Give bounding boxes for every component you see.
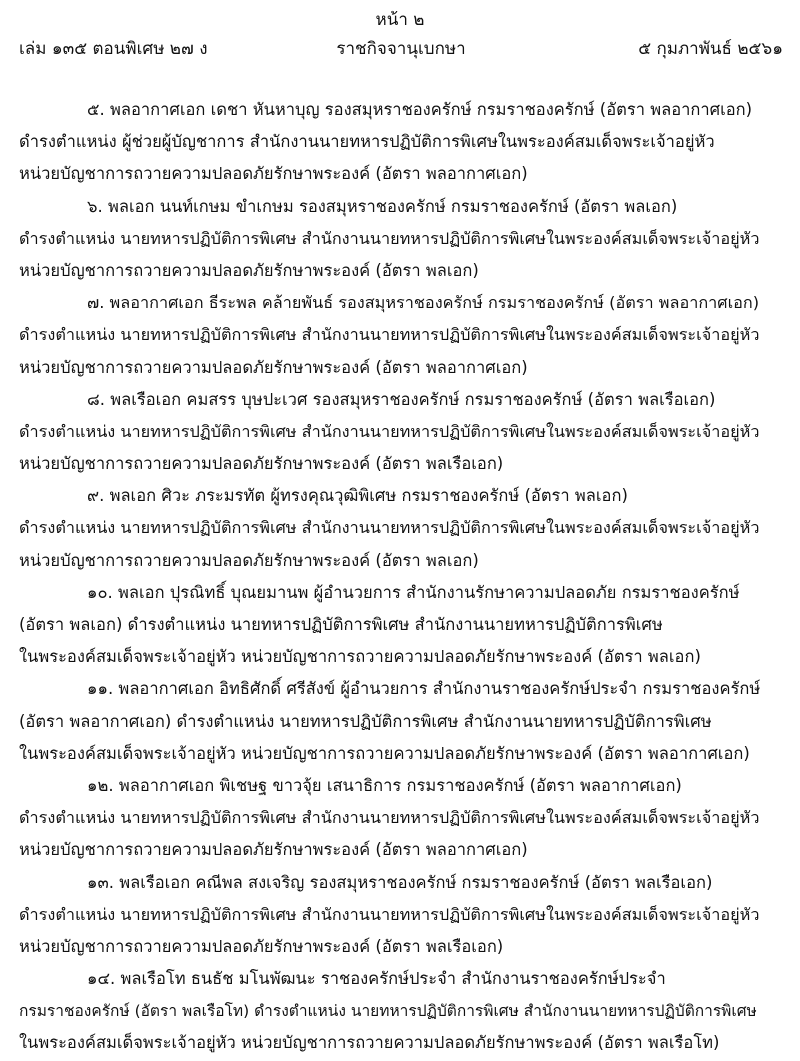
text-line: ในพระองค์สมเด็จพระเจ้าอยู่หัว หน่วยบัญชาการถวายความปลอดภัยรักษาพระองค์ (อัตรา พลอากาศเอก) [19, 743, 750, 763]
text-line: ในพระองค์สมเด็จพระเจ้าอยู่หัว หน่วยบัญชาการถวายความปลอดภัยรักษาพระองค์ (อัตรา พลเรือโท) [19, 1033, 720, 1053]
publication-date: ๕ กุมภาพันธ์ ๒๕๖๑ [638, 39, 783, 59]
appointment-paragraph [19, 963, 764, 1060]
running-header [19, 36, 783, 62]
text-line: ดำรงตำแหน่ง นายทหารปฏิบัติการพิเศษ สำนักงานนายทหารปฏิบัติการพิเศษในพระองค์สมเด็จพระเจ้าอยู่หัว [19, 808, 760, 828]
gazette-title: ราชกิจจานุเบกษา [336, 39, 466, 59]
text-line: ๑๓. พลเรือเอก คณีพล สงเจริญ รองสมุหราชองครักษ์ กรมราชองครักษ์ (อัตรา พลเรือเอก) [87, 872, 713, 892]
text-line: (อัตรา พลเอก) ดำรงตำแหน่ง นายทหารปฏิบัติการพิเศษ สำนักงานนายทหารปฏิบัติการพิเศษ [19, 615, 663, 634]
text-line: ดำรงตำแหน่ง นายทหารปฏิบัติการพิเศษ สำนักงานนายทหารปฏิบัติการพิเศษในพระองค์สมเด็จพระเจ้าอยู่หัว [19, 228, 760, 248]
text-line: หน่วยบัญชาการถวายความปลอดภัยรักษาพระองค์ (อัตรา พลอากาศเอก) [19, 357, 528, 377]
appointment-paragraph [19, 577, 764, 674]
appointment-paragraph [19, 867, 764, 964]
appointment-paragraph [19, 673, 764, 770]
text-line: หน่วยบัญชาการถวายความปลอดภัยรักษาพระองค์ (อัตรา พลเรือเอก) [19, 936, 504, 956]
text-line: ๑๔. พลเรือโท ธนธัช มโนพัฒนะ ราชองครักษ์ประจำ สำนักงานราชองครักษ์ประจำ [87, 969, 666, 989]
text-line: ดำรงตำแหน่ง นายทหารปฏิบัติการพิเศษ สำนักงานนายทหารปฏิบัติการพิเศษในพระองค์สมเด็จพระเจ้าอยู่หัว [19, 518, 760, 538]
appointment-paragraph [19, 384, 764, 481]
page-number: หน้า ๒ [375, 10, 425, 30]
appointment-paragraph [19, 480, 764, 577]
text-line: ๕. พลอากาศเอก เดชา หันหาบุญ รองสมุหราชองครักษ์ กรมราชองครักษ์ (อัตรา พลอากาศเอก) [87, 100, 753, 119]
text-line: ๖. พลเอก นนท์เกษม ขำเกษม รองสมุหราชองครักษ์ กรมราชองครักษ์ (อัตรา พลเอก) [87, 196, 678, 216]
text-line: หน่วยบัญชาการถวายความปลอดภัยรักษาพระองค์ (อัตรา พลเอก) [19, 550, 479, 570]
text-line: ๘. พลเรือเอก คมสรร บุษปะเวศ รองสมุหราชองครักษ์ กรมราชองครักษ์ (อัตรา พลเรือเอก) [87, 389, 716, 409]
text-line: กรมราชองครักษ์ (อัตรา พลเรือโท) ดำรงตำแหน่ง นายทหารปฏิบัติการพิเศษ สำนักงานนายทหารปฏิบัติการพิเศษ [19, 1002, 757, 1021]
text-line: หน่วยบัญชาการถวายความปลอดภัยรักษาพระองค์ (อัตรา พลอากาศเอก) [19, 164, 528, 184]
text-line: ๑๒. พลอากาศเอก พิเชษฐ ขาวจุ้ย เสนาธิการ กรมราชองครักษ์ (อัตรา พลอากาศเอก) [87, 775, 682, 795]
text-line: ในพระองค์สมเด็จพระเจ้าอยู่หัว หน่วยบัญชาการถวายความปลอดภัยรักษาพระองค์ (อัตรา พลเอก) [19, 647, 701, 667]
volume-issue: เล่ม ๑๓๕ ตอนพิเศษ ๒๗ ง [19, 39, 208, 59]
text-line: หน่วยบัญชาการถวายความปลอดภัยรักษาพระองค์ (อัตรา พลอากาศเอก) [19, 840, 528, 860]
text-line: หน่วยบัญชาการถวายความปลอดภัยรักษาพระองค์ (อัตรา พลเรือเอก) [19, 454, 504, 474]
text-line: ดำรงตำแหน่ง ผู้ช่วยผู้บัญชาการ สำนักงานนายทหารปฏิบัติการพิเศษในพระองค์สมเด็จพระเจ้าอยู่หัว [19, 132, 715, 152]
text-line: หน่วยบัญชาการถวายความปลอดภัยรักษาพระองค์ (อัตรา พลเอก) [19, 260, 479, 280]
text-line: ๑๑. พลอากาศเอก อิทธิศักดิ์ ศรีสังข์ ผู้อำนวยการ สำนักงานราชองครักษ์ประจำ กรมราชองครักษ์ [87, 679, 761, 699]
appointment-paragraph [19, 287, 764, 384]
text-line: ๑๐. พลเอก ปุรณิทธิ์ บุณยมานพ ผู้อำนวยการ สำนักงานรักษาความปลอดภัย กรมราชองครักษ์ [87, 582, 740, 602]
text-line: ดำรงตำแหน่ง นายทหารปฏิบัติการพิเศษ สำนักงานนายทหารปฏิบัติการพิเศษในพระองค์สมเด็จพระเจ้าอยู่หัว [19, 421, 760, 441]
text-line: (อัตรา พลอากาศเอก) ดำรงตำแหน่ง นายทหารปฏิบัติการพิเศษ สำนักงานนายทหารปฏิบัติการพิเศษ [19, 711, 712, 731]
text-line: ดำรงตำแหน่ง นายทหารปฏิบัติการพิเศษ สำนักงานนายทหารปฏิบัติการพิเศษในพระองค์สมเด็จพระเจ้าอยู่หัว [19, 325, 760, 345]
text-line: ดำรงตำแหน่ง นายทหารปฏิบัติการพิเศษ สำนักงานนายทหารปฏิบัติการพิเศษในพระองค์สมเด็จพระเจ้าอยู่หัว [19, 904, 760, 924]
appointment-paragraph [19, 191, 764, 288]
appointment-paragraph [19, 94, 764, 191]
appointment-paragraph [19, 770, 764, 867]
text-line: ๗. พลอากาศเอก ธีระพล คล้ายพันธ์ รองสมุหราชองครักษ์ กรมราชองครักษ์ (อัตรา พลอากาศเอก) [87, 293, 760, 313]
text-line: ๙. พลเอก ศิวะ ภระมรทัต ผู้ทรงคุณวุฒิพิเศษ กรมราชองครักษ์ (อัตรา พลเอก) [87, 486, 628, 506]
document-body [19, 94, 764, 1060]
